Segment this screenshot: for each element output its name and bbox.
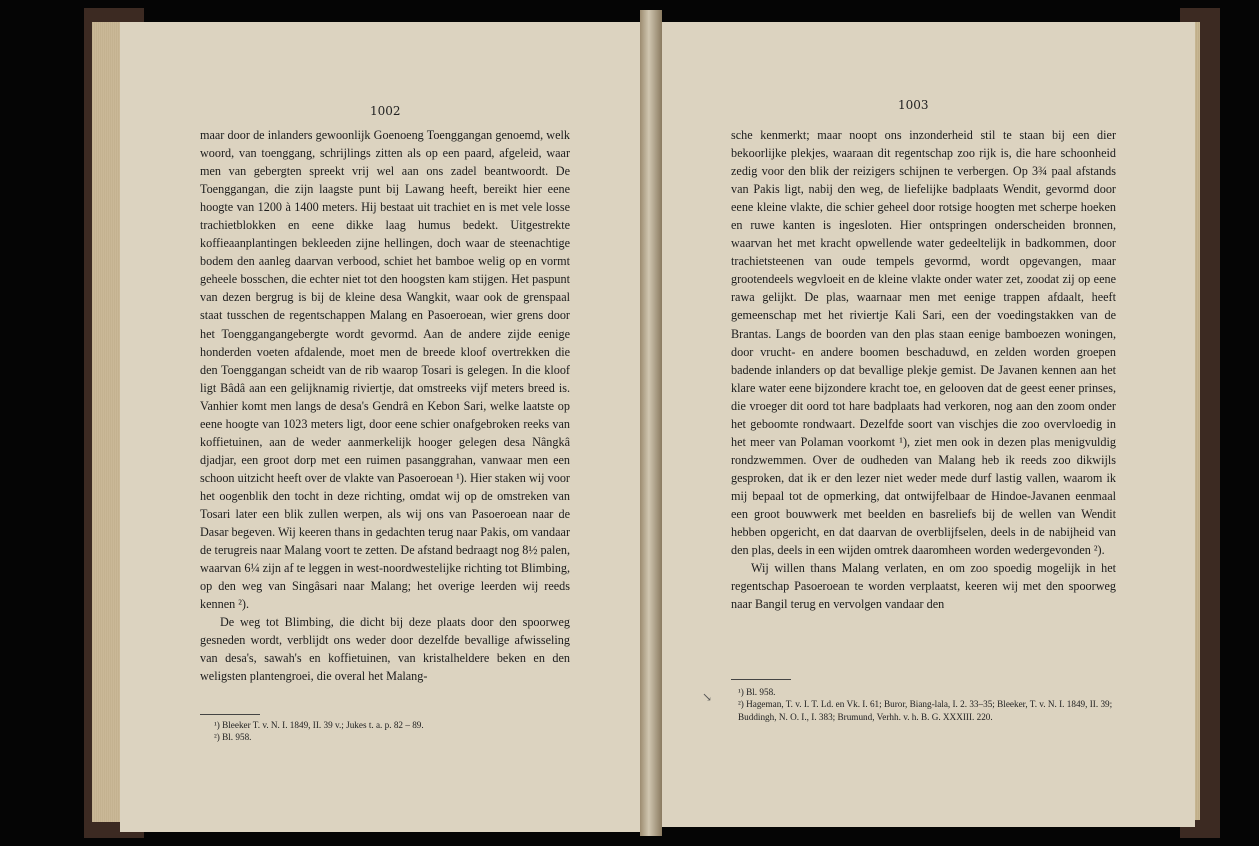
footnote-rule-left [200,714,260,715]
left-footnotes [214,719,570,744]
page-edges-left [92,22,122,822]
right-body: sche kenmerkt; maar noopt ons inzonderheid stil te staan bij een dier bekoorlijke plekjes, waaraan dit regentschap zoo rijk is, die hare schoonheid zedig voor den blik der reizigers schijnen te verbergen. Op 3¾ paal afstands van Pakis ligt, nabij den weg, de liefelijke badplaats Wendit, gevormd door eene kleine vlakte, die schier geheel door rotsige hoogten met scherpe hoeken en ruwe kanten is ingesloten. Hier ontspringen onderscheiden bronnen, waarvan het met kracht opwellende water gedeeltelijk in badkommen, door trachietsteenen van oude tempels gevormd, wordt opgevangen, maar grootendeels wegvloeit en de kleine vlakte onder water zet, zoodat zij op eene rawa gelijkt. De plas, waarnaar men met eenige trappen afdaalt, heeft gemeenschap met het riviertje Kali Sari, een der voedingstakken van de Brantas. Langs de boorden van den plas staan eenige bamboezen woningen, door vrucht- en andere boomen beschaduwd, en zelden worden groepen badende inlanders op dat bevallige plekje gemist. De Javanen kennen aan het klare water eene bijzondere kracht toe, en gelooven dat de geest eener prinses, die vroeger dit oord tot hare badplaats had verkoren, nog aan den zoom onder het geboomte rondwaart. Dezelfde soort van vischjes die zoo overvloedig in het meer van Polaman voorkomt ¹), ziet men ook in dezen plas menigvuldig rondzwemmen. Over de oudheden van Malang heb ik reeds zoo dikwijls gesproken, dat ik er den lezer niet weder mede durf lastig vallen, waarom ik mij bepaal tot de opmerking, dat ontwijfelbaar de Hindoe-Javanen eenmaal een groot bouwwerk met beelden en basreliefs bij de wellen van Wendit hebben opgericht, en dat daarvan de overblijfselen, deels in de nabijheid van den plas, deels in een wijden omtrek daaromheen worden wedergevonden ²). [731,128,1116,558]
footnote-1: ¹) Bleeker T. v. N. I. 1849, II. 39 v.; Jukes t. a. p. 82 – 89. [214,720,424,730]
book-gutter [640,10,662,836]
left-body-paragraph-2: De weg tot Blimbing, die dicht bij deze plaats door den spoorweg gesneden wordt, verblijdt ons weder door dezelfde bevallige afwisseling van desa's, sawah's en koffietuinen, van kristalheldere beken en den weligsten plantengroei, die overal het Malang- [200,615,570,684]
footnote-2: ²) Bl. 958. [214,732,252,743]
right-footnotes [738,686,1116,723]
footnote-2: ²) Hageman, T. v. I. T. Ld. en Vk. I. 61; Buror, Biang-lala, I. 2. 33–35; Bleeker, T. v. N. I. 1849, II. 39; Buddingh, N. O. I., I. 383; Brumund, Verhh. v. h. B. G. XXXIII. 220. [738,699,1113,722]
footnote-rule-right [731,679,791,680]
right-page-text [731,126,1116,613]
page-number-left: 1002 [370,104,401,118]
page-number-right: 1003 [898,98,929,112]
right-body-paragraph-2: Wij willen thans Malang verlaten, en om zoo spoedig mogelijk in het regentschap Pasoeroean te worden verplaatst, keeren wij met den spoorweg naar Bangil terug en vervolgen vandaar den [731,561,1116,612]
left-page-text [200,126,570,685]
footnote-1: ¹) Bl. 958. [738,687,776,697]
page-mark: ↘ [702,690,713,704]
left-body: maar door de inlanders gewoonlijk Goenoeng Toenggangan genoemd, welk woord, van toenggang, schrijlings zitten als op een paard, afgeleid, waar men van gebergten spreekt vrij wel aan ons zadel beantwoordt. De Toenggangan, die zijn laagste punt bij Lawang heeft, bereikt hier eene hoogte van 1200 à 1400 meters. Hij bestaat uit trachiet en is met vele losse trachietblokken en eene dikke laag humus bedekt. Uitgestrekte koffieaanplantingen bekleeden zijne hellingen, doch waar de steenachtige bodem den aanleg daarvan verbood, schiet het bamboe welig op en vormt geheele bosschen, die echter niet tot den hoogsten kam stijgen. Het paspunt van dezen bergrug is bij de kleine desa Wangkit, waar ook de grenspaal staat tusschen de regentschappen Malang en Pasoeroean, wier grens door het Toenggangangebergte wordt gevormd. Aan de andere zijde eenige honderden voeten afdalende, moet men de breede kloof overtrekken die den Toenggangan scheidt van de rib waarop Tosari is gelegen. In die kloof ligt Bâdâ aan een gelijknamig riviertje, dat omstreeks vijf meters breed is. Vanhier komt men langs de desa's Gendrâ en Kebon Sari, welke laatste op eene hoogte van 1023 meters ligt, door eene schier onafgebroken reeks van koffietuinen, aan de weder aanmerkelijk hooger gelegen desa Nângkâ djadjar, een groot dorp met een ruimen pasanggrahan, vanwaar men een schoon uitzicht heeft over de vlakte van Pasoeroean ¹). Hier staken wij voor het oogenblik den tocht in deze richting, omdat wij op de omstreken van Tosari later een blik zullen werpen, als wij ons van Pasoeroean naar de Dasar begeven. Wij keeren thans in gedachten terug naar Pakis, om vandaar de terugreis naar Malang voort te zetten. De afstand bedraagt nog 8½ palen, waarvan 6¼ zijn af te leggen in west-noordwestelijke richting tot Blimbing, op den weg van Singâsari naar Malang; het overige leerden wij reeds kennen ²). [200,128,570,612]
